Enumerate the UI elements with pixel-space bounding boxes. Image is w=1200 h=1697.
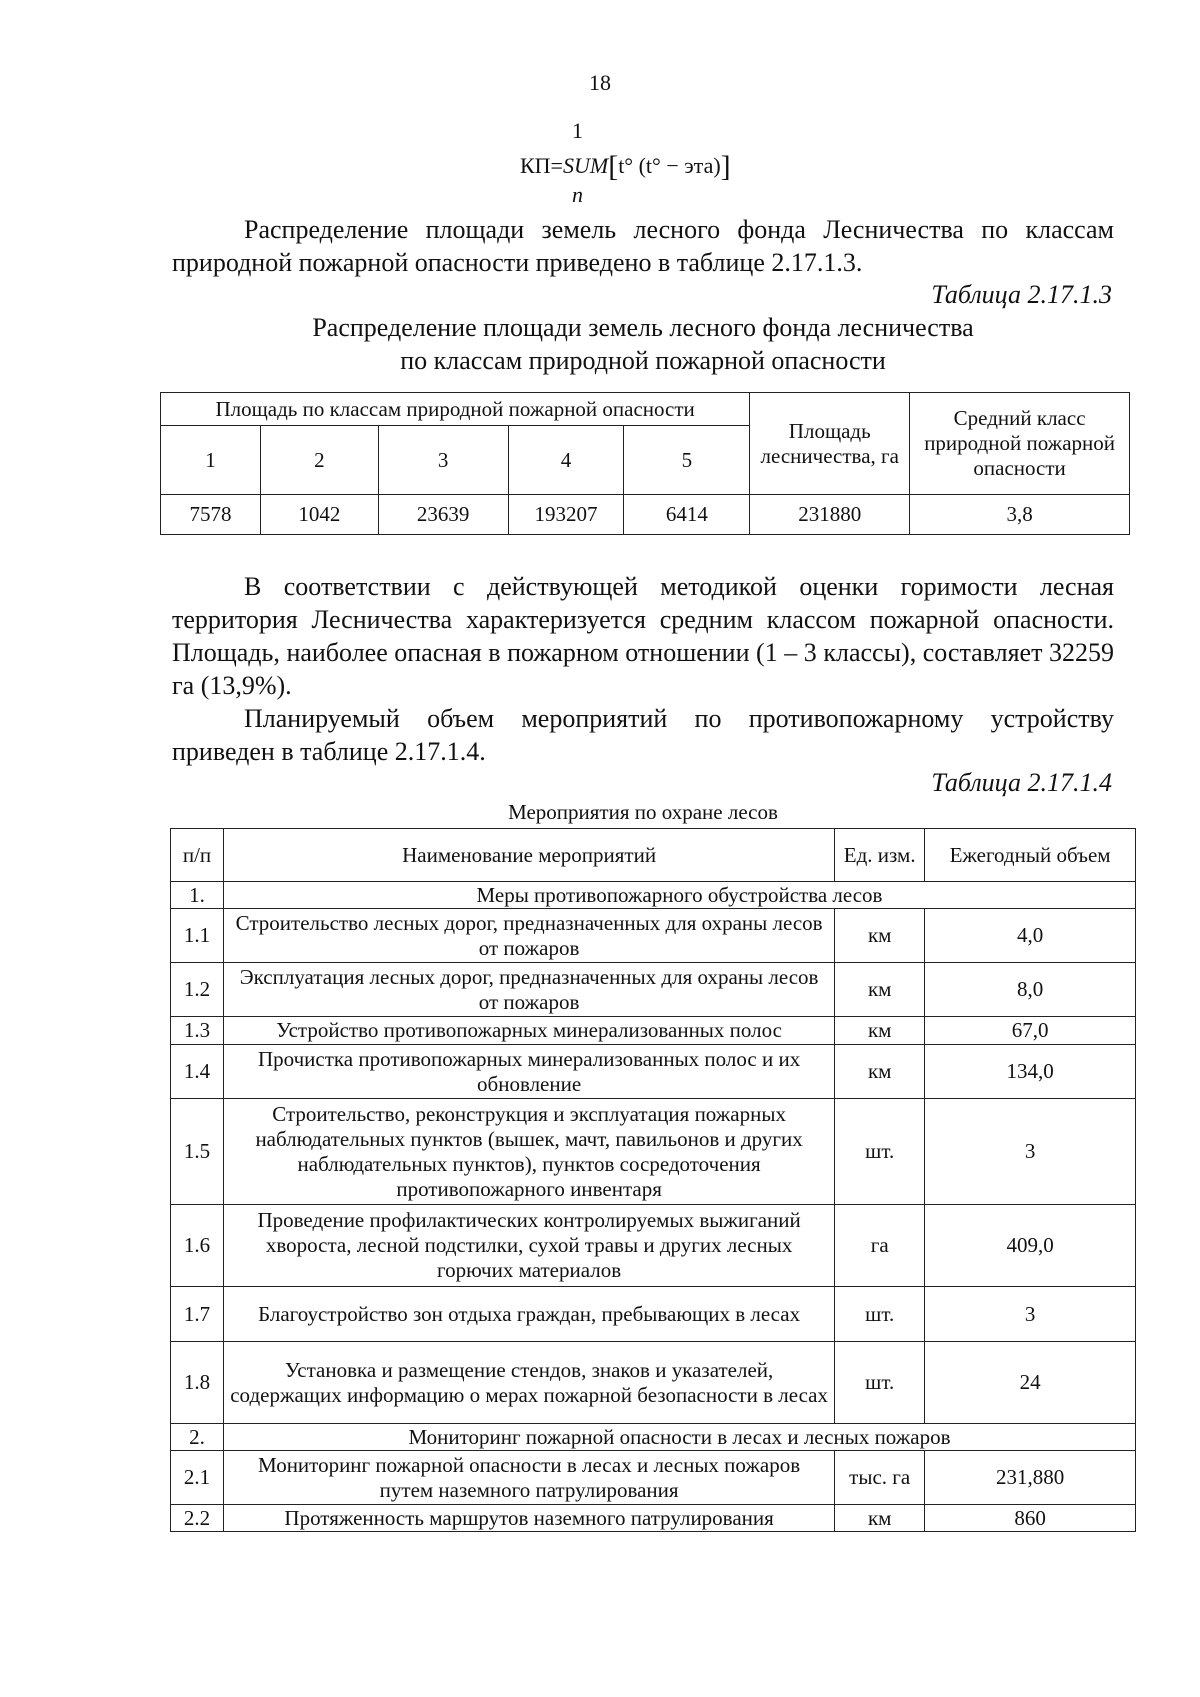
table-row	[171, 1099, 1136, 1205]
row-num: 1.5	[171, 1099, 224, 1205]
row-volume: 231,880	[925, 1451, 1136, 1505]
row-volume: 24	[925, 1342, 1136, 1424]
table2-header-num: п/п	[171, 829, 224, 882]
section-num: 2.	[171, 1424, 224, 1451]
row-num: 1.4	[171, 1045, 224, 1099]
table1-class-header: 2	[260, 426, 378, 495]
formula-denominator: n	[572, 182, 583, 207]
table1-header-area: Площадь лесничества, га	[750, 393, 910, 495]
row-name: Устройство противопожарных минерализованных полос	[223, 1017, 834, 1045]
row-name: Строительство лесных дорог, предназначенных для охраны лесов от пожаров	[223, 909, 834, 963]
table1-value: 23639	[378, 495, 508, 535]
row-name: Эксплуатация лесных дорог, предназначенных для охраны лесов от пожаров	[223, 963, 834, 1017]
table1-title-line1: Распределение площади земель лесного фонда лесничества	[312, 313, 974, 342]
table1-class-header: 5	[624, 426, 750, 495]
row-volume: 3	[925, 1287, 1136, 1342]
row-num: 1.6	[171, 1205, 224, 1287]
row-name: Строительство, реконструкция и эксплуатация пожарных наблюдательных пунктов (вышек, мачт, павильонов и других наблюдательных пунктов), пунктов сосредоточения противопожарного инвентаря	[223, 1099, 834, 1205]
table2-title: Мероприятия по охране лесов	[508, 800, 778, 824]
table1-class-header: 3	[378, 426, 508, 495]
row-num: 2.1	[171, 1451, 224, 1505]
table1-value: 6414	[624, 495, 750, 535]
row-num: 1.3	[171, 1017, 224, 1045]
row-volume: 409,0	[925, 1205, 1136, 1287]
table-row	[171, 1451, 1136, 1505]
formula-body: t° (t° − эта)	[618, 153, 721, 178]
table1-area-value: 231880	[750, 495, 910, 535]
paragraph-3: Планируемый объем мероприятий по противопожарному устройству приведен в таблице 2.17.1.4.	[172, 704, 1114, 766]
formula	[520, 118, 780, 207]
table1-value: 193207	[508, 495, 624, 535]
row-name: Мониторинг пожарной опасности в лесах и лесных пожаров путем наземного патрулирования	[223, 1451, 834, 1505]
table2-header-unit: Ед. изм.	[835, 829, 925, 882]
table2-section-row	[171, 1424, 1136, 1451]
row-unit: км	[835, 1505, 925, 1532]
section-num: 1.	[171, 882, 224, 909]
table-row	[171, 909, 1136, 963]
table-row	[171, 963, 1136, 1017]
row-num: 1.8	[171, 1342, 224, 1424]
row-num: 1.7	[171, 1287, 224, 1342]
row-volume: 67,0	[925, 1017, 1136, 1045]
table1-class-header: 1	[161, 426, 261, 495]
page-number: 18	[589, 70, 611, 95]
row-volume: 134,0	[925, 1045, 1136, 1099]
forest-protection-table	[170, 828, 1136, 1532]
row-unit: км	[835, 909, 925, 963]
table1-avg-value: 3,8	[910, 495, 1130, 535]
table1-class-header: 4	[508, 426, 624, 495]
paragraph-2: В соответствии с действующей методикой оценки горимости лесная территория Лесничества характеризуется средним классом пожарной опасности. Площадь, наиболее опасная в пожарном отношении (1 – 3 классы), составляет 32259 га (13,9%).	[172, 572, 1114, 700]
formula-main	[520, 150, 731, 184]
row-volume: 4,0	[925, 909, 1136, 963]
fire-class-table	[160, 392, 1130, 535]
row-unit: шт.	[835, 1287, 925, 1342]
row-unit: шт.	[835, 1342, 925, 1424]
formula-numerator: 1	[572, 118, 583, 143]
row-name: Благоустройство зон отдыха граждан, пребывающих в лесах	[223, 1287, 834, 1342]
row-num: 1.2	[171, 963, 224, 1017]
formula-close-bracket: ]	[720, 150, 731, 183]
row-volume: 3	[925, 1099, 1136, 1205]
table-row	[171, 1287, 1136, 1342]
paragraph-1: Распределение площади земель лесного фонда Лесничества по классам природной пожарной опасности приведено в таблице 2.17.1.3.	[172, 215, 1114, 277]
table1-title-line2: по классам природной пожарной опасности	[400, 346, 886, 375]
row-unit: шт.	[835, 1099, 925, 1205]
table1-header-group: Площадь по классам природной пожарной опасности	[161, 393, 750, 426]
formula-lhs: КП=	[520, 153, 563, 178]
row-unit: га	[835, 1205, 925, 1287]
table-row	[171, 1205, 1136, 1287]
row-num: 2.2	[171, 1505, 224, 1532]
table1-label: Таблица 2.17.1.3	[931, 280, 1112, 309]
table-row	[171, 1342, 1136, 1424]
row-name: Установка и размещение стендов, знаков и указателей, содержащих информацию о мерах пожарной безопасности в лесах	[223, 1342, 834, 1424]
table2-section-row	[171, 882, 1136, 909]
row-volume: 860	[925, 1505, 1136, 1532]
table2-header-volume: Ежегодный объем	[925, 829, 1136, 882]
row-volume: 8,0	[925, 963, 1136, 1017]
row-unit: км	[835, 963, 925, 1017]
formula-open-bracket: [	[608, 150, 619, 183]
table1-value: 1042	[260, 495, 378, 535]
row-unit: тыс. га	[835, 1451, 925, 1505]
table1-header-avg: Средний класс природной пожарной опасности	[910, 393, 1130, 495]
table2-label: Таблица 2.17.1.4	[931, 768, 1112, 797]
table2-header-name: Наименование мероприятий	[223, 829, 834, 882]
table-row	[171, 1017, 1136, 1045]
table1-value: 7578	[161, 495, 261, 535]
row-num: 1.1	[171, 909, 224, 963]
section-title: Мониторинг пожарной опасности в лесах и лесных пожаров	[223, 1424, 1135, 1451]
row-unit: км	[835, 1045, 925, 1099]
formula-sum: SUM	[562, 153, 609, 178]
section-title: Меры противопожарного обустройства лесов	[223, 882, 1135, 909]
row-name: Проведение профилактических контролируемых выжиганий хвороста, лесной подстилки, сухой травы и других лесных горючих материалов	[223, 1205, 834, 1287]
row-name: Протяженность маршрутов наземного патрулирования	[223, 1505, 834, 1532]
row-unit: км	[835, 1017, 925, 1045]
table-row	[171, 1505, 1136, 1532]
table-row	[171, 1045, 1136, 1099]
row-name: Прочистка противопожарных минерализованных полос и их обновление	[223, 1045, 834, 1099]
